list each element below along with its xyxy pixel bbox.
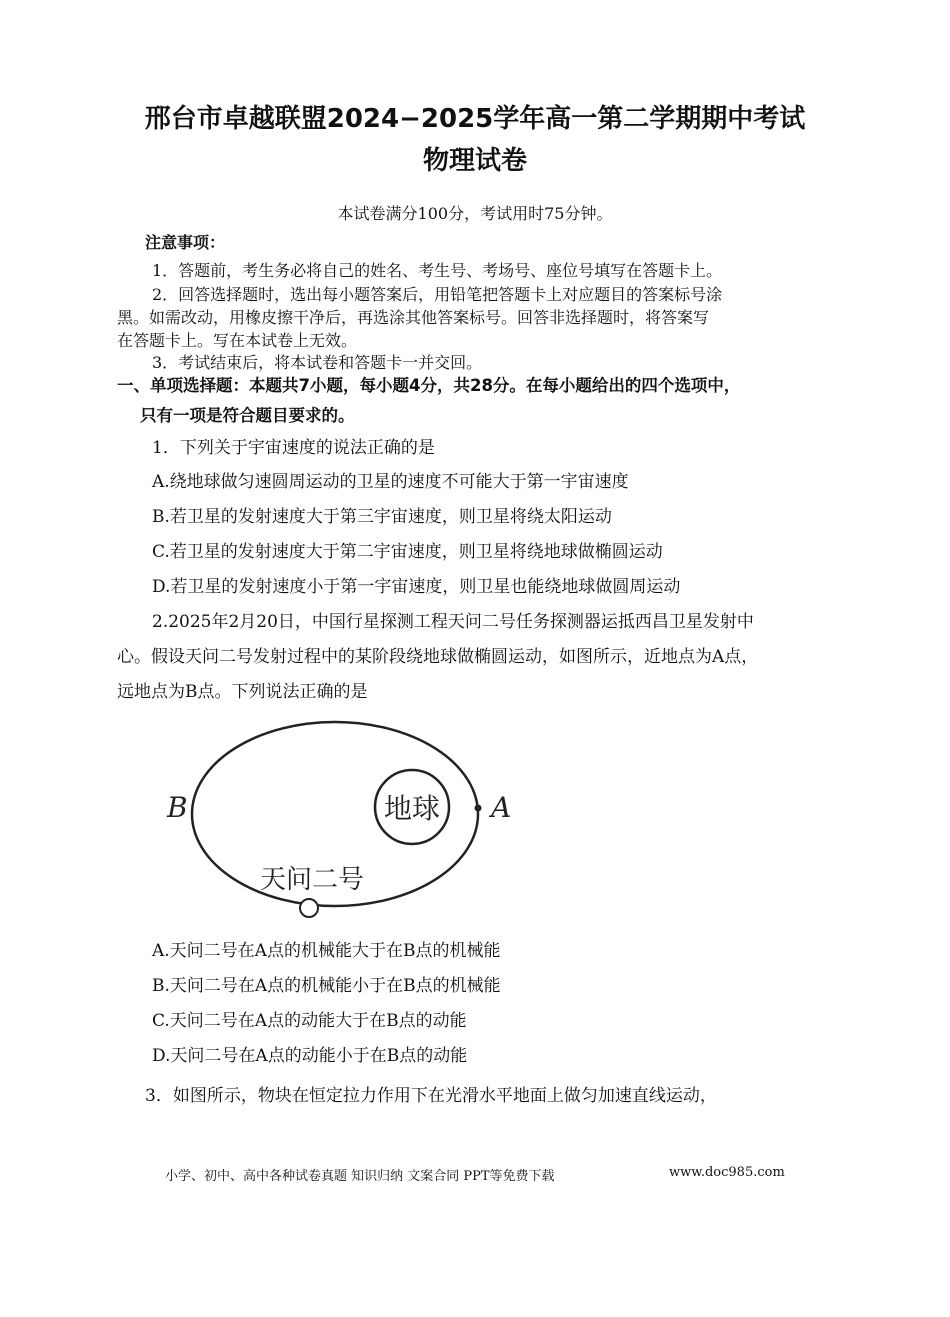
label-b: B: [167, 791, 188, 824]
q2-option-d: D.天问二号在A点的动能小于在B点的动能: [152, 1046, 468, 1066]
footer-text: 小学、初中、高中各种试卷真题 知识归纳 文案合同 PPT等免费下载: [165, 1169, 555, 1184]
q2-stem-line3: 远地点为B点。下列说法正确的是: [117, 682, 368, 702]
q1-stem: 1．下列关于宇宙速度的说法正确的是: [152, 438, 435, 458]
section-heading-line1: 一、单项选择题：本题共7小题，每小题4分，共28分。在每小题给出的四个选项中，: [117, 376, 741, 395]
probe-marker: [300, 899, 318, 917]
q2-stem-line2: 心。假设天问二号发射过程中的某阶段绕地球做椭圆运动，如图所示，近地点为A点，: [117, 647, 759, 667]
notes-heading: 注意事项：: [145, 233, 226, 252]
earth-label: 地球: [383, 792, 441, 825]
section-heading-line2: 只有一项是符合题目要求的。: [140, 406, 355, 425]
label-a: A: [491, 791, 512, 824]
q1-option-b: B.若卫星的发射速度大于第三宇宙速度，则卫星将绕太阳运动: [152, 507, 612, 527]
exam-title-line2: 物理试卷: [422, 146, 527, 176]
note-item-1: 1．答题前，考生务必将自己的姓名、考生号、考场号、座位号填写在答题卡上。: [152, 261, 723, 280]
orbit-figure: [150, 718, 550, 928]
q1-option-a: A.绕地球做匀速圆周运动的卫星的速度不可能大于第一宇宙速度: [152, 472, 629, 492]
exam-info: 本试卷满分100分，考试用时75分钟。: [337, 204, 613, 223]
q2-option-b: B.天问二号在A点的机械能小于在B点的机械能: [152, 976, 501, 996]
note-item-2-line1: 2．回答选择题时，选出每小题答案后，用铅笔把答题卡上对应题目的答案标号涂: [152, 285, 723, 304]
q2-stem-line1: 2.2025年2月20日，中国行星探测工程天问二号任务探测器运抵西昌卫星发射中: [152, 612, 754, 632]
note-item-2-line3: 在答题卡上。写在本试卷上无效。: [117, 331, 358, 350]
note-item-3: 3．考试结束后，将本试卷和答题卡一并交回。: [152, 353, 483, 372]
q1-option-c: C.若卫星的发射速度大于第二宇宙速度，则卫星将绕地球做椭圆运动: [152, 542, 663, 562]
note-item-2-line2: 黑。如需改动，用橡皮擦干净后，再选涂其他答案标号。回答非选择题时，将答案写: [117, 308, 710, 327]
point-a-marker: [475, 805, 482, 812]
footer-url[interactable]: www.doc985.com: [669, 1165, 785, 1180]
q1-option-d: D.若卫星的发射速度小于第一宇宙速度，则卫星也能绕地球做圆周运动: [152, 577, 681, 597]
probe-label: 天问二号: [260, 865, 365, 895]
q2-option-c: C.天问二号在A点的动能大于在B点的动能: [152, 1011, 467, 1031]
q2-option-a: A.天问二号在A点的机械能大于在B点的机械能: [152, 941, 501, 961]
q3-stem-line1: 3．如图所示，物块在恒定拉力作用下在光滑水平地面上做匀加速直线运动，: [145, 1086, 717, 1106]
exam-title-line1: 邢台市卓越联盟2024−2025学年高一第二学期期中考试: [144, 104, 806, 134]
